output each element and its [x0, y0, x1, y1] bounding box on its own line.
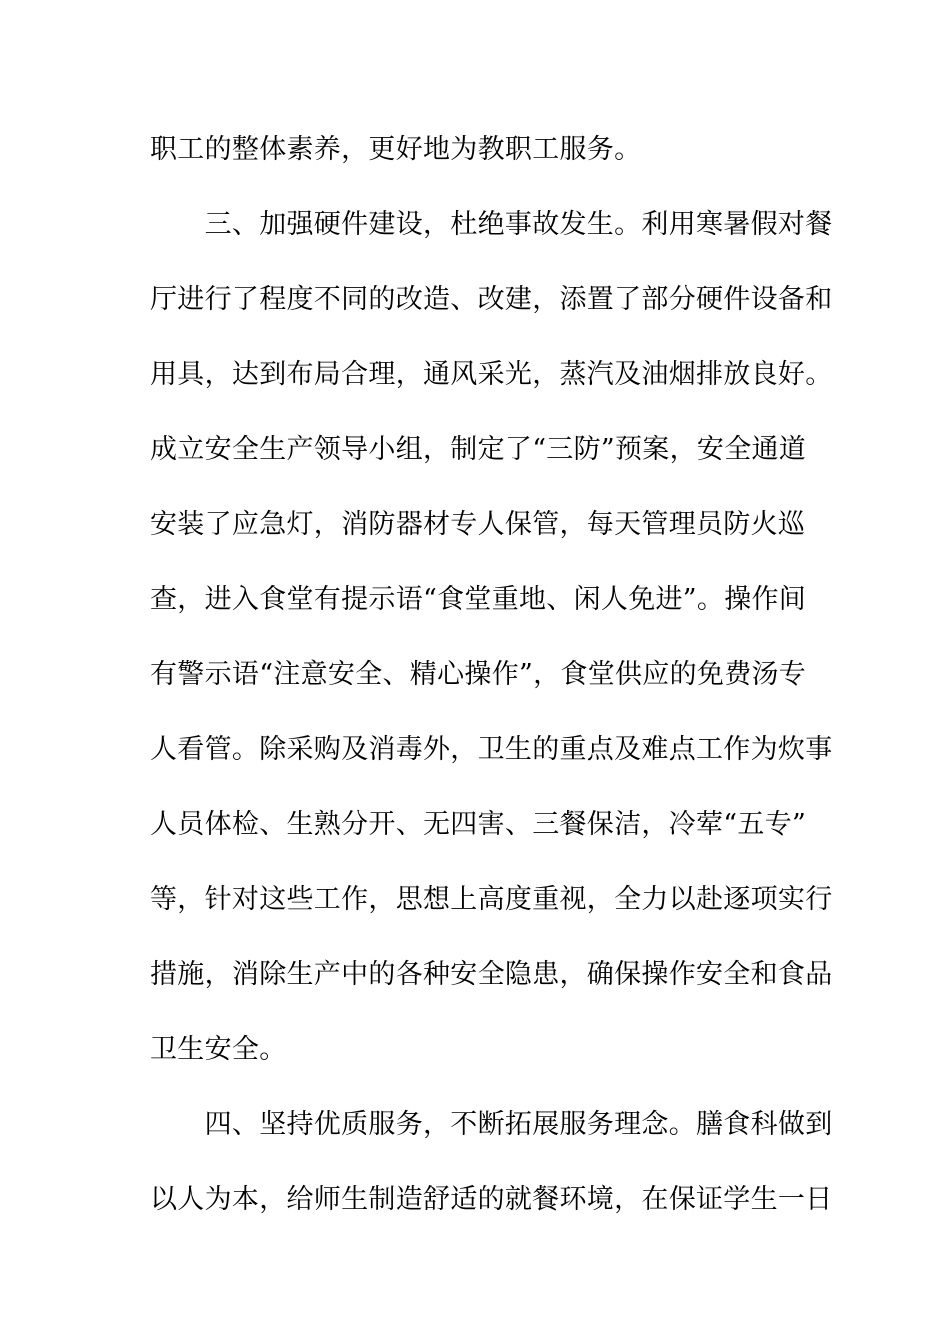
text-line: 查，进入食堂有提示语“食堂重地、闲人免进”。操作间 [150, 584, 807, 615]
text-line: 以人为本，给师生制造舒适的就餐环境，在保证学生一日 [150, 1184, 833, 1215]
text-line: 等，针对这些工作，思想上高度重视，全力以赴逐项实行 [150, 884, 833, 915]
text-line: 人员体检、生熟分开、无四害、三餐保洁，冷荤“五专” [150, 809, 807, 840]
text-line: 措施，消除生产中的各种安全隐患，确保操作安全和食品 [150, 959, 833, 990]
text-line: 三、加强硬件建设，杜绝事故发生。利用寒暑假对餐 [150, 209, 833, 240]
text-line: 安装了应急灯，消防器材专人保管，每天管理员防火巡 [150, 509, 806, 540]
text-line: 有警示语“注意安全、精心操作”，食堂供应的免费汤专 [150, 659, 807, 690]
text-line: 人看管。除采购及消毒外，卫生的重点及难点工作为炊事 [150, 734, 833, 765]
text-line: 厅进行了程度不同的改造、改建，添置了部分硬件设备和 [150, 284, 833, 315]
text-line: 职工的整体素养，更好地为教职工服务。 [150, 134, 642, 165]
text-line: 四、坚持优质服务，不断拓展服务理念。膳食科做到 [150, 1109, 833, 1140]
text-line: 卫生安全。 [150, 1034, 287, 1065]
text-line: 成立安全生产领导小组，制定了“三防”预案，安全通道 [150, 434, 807, 465]
text-line: 用具，达到布局合理，通风采光，蒸汽及油烟排放良好。 [150, 359, 833, 390]
